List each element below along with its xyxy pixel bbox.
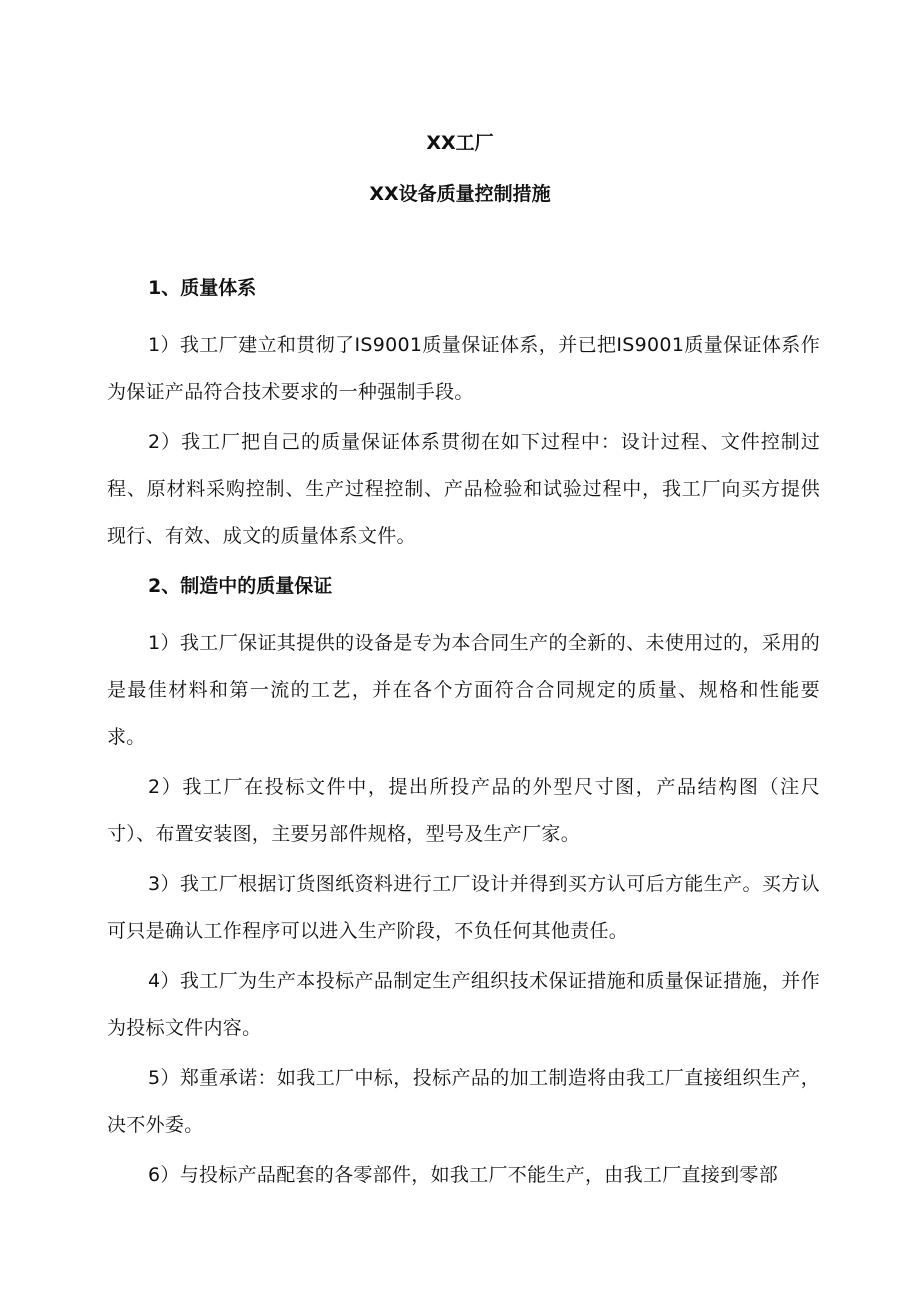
section-heading-manufacturing-quality: 2、制造中的质量保证: [148, 575, 333, 597]
paragraph: 6）与投标产品配套的各零部件，如我工厂不能生产，由我工厂直接到零部: [148, 1164, 778, 1186]
paragraph: 3）我工厂根据订货图纸资料进行工厂设计并得到买方认可后方能生产。买方认可只是确认工作程序可以进入生产阶段，不负任何其他责任。: [107, 873, 820, 942]
paragraph: 1）我工厂建立和贯彻了IS9001质量保证体系，并已把IS9001质量保证体系作为保证产品符合技术要求的一种强制手段。: [107, 334, 820, 403]
factory-title: XX工厂: [426, 132, 494, 154]
paragraph: 2）我工厂把自己的质量保证体系贯彻在如下过程中：设计过程、文件控制过程、原材料采购控制、生产过程控制、产品检验和试验过程中，我工厂向买方提供现行、有效、成文的质量体系文件。: [107, 431, 820, 547]
paragraph: 5）郑重承诺：如我工厂中标，投标产品的加工制造将由我工厂直接组织生产，决不外委。: [107, 1067, 820, 1136]
section-heading-quality-system: 1、质量体系: [148, 277, 257, 299]
paragraph: 1）我工厂保证其提供的设备是专为本合同生产的全新的、未使用过的，采用的是最佳材料和第一流的工艺，并在各个方面符合合同规定的质量、规格和性能要求。: [107, 632, 820, 748]
paragraph: 2）我工厂在投标文件中，提出所投产品的外型尺寸图，产品结构图（注尺寸）、布置安装图，主要另部件规格，型号及生产厂家。: [107, 776, 820, 845]
document-body: [107, 275, 820, 1199]
document-title: XX设备质量控制措施: [369, 183, 551, 205]
paragraph: 4）我工厂为生产本投标产品制定生产组织技术保证措施和质量保证措施，并作为投标文件内容。: [107, 970, 820, 1039]
